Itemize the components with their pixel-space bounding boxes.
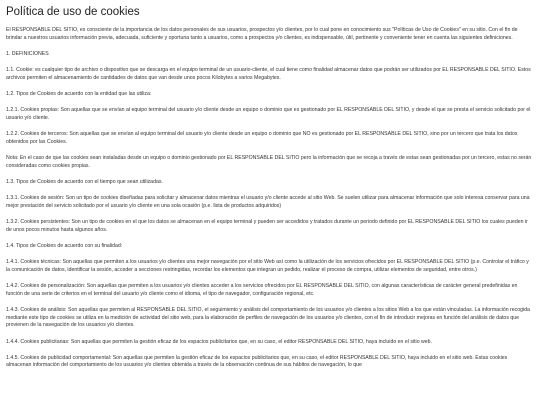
note-paragraph: Nota: En el caso de que las cookies sean instaladas desde un equipo o dominio gestionado por EL RESPONSABLE DEL SITIO pero la información que se recoja a través de estas sean gestionadas por un tercero, estas no serán consideradas como cookies propias. bbox=[6, 155, 532, 169]
intro-paragraph: El RESPONSABLE DEL SITIO, es consciente de la importancia de los datos personales de sus usuarios, prospectos y/o clientes, por lo cual pone en conocimiento sus "Políticas de Uso de Cookies" en su sitio. Con el fin de brindar a nuestros usuarios información previa, adecuada, suficiente y oportuna tanto a usuarios, como a prospectos y/o clientes, es indispensable, útil, pertinente y conveniente tener en cuenta las siguientes definiciones. bbox=[6, 27, 518, 41]
subsection-heading-entity: 1.2. Tipos de Cookies de acuerdo con la entidad que las utiliza: bbox=[6, 91, 152, 98]
definition-technical-cookies: 1.4.1. Cookies técnicas: Son aquellas que permiten a los usuarios y/o clientes una mejor navegación por el sitio Web así como la utilización de los servicios ofrecidos por EL RESPONSABLE DEL SITIO (p.e. Controlar el tráfico y la comunicación de datos, identificar la sesión, acceder a secciones restringidas, recordar los elementos que integran un pedido, realizar el proceso de compra, utilizar elementos de seguridad, entre otros.) bbox=[6, 259, 529, 273]
page-title: Política de uso de cookies bbox=[6, 6, 140, 18]
definition-third-party-cookies: 1.2.2. Cookies de terceros: Son aquellas que se envían al equipo terminal del usuario y/o cliente desde un equipo o dominio que NO es gestionado por EL RESPONSABLE DEL SITIO, sino por un tercero que trata los datos obtenidos por las Cookies. bbox=[6, 131, 518, 145]
definition-cookie: 1.1. Cookie: es cualquier tipo de archivo o dispositivo que se descarga en el equipo terminal de un usuario-cliente, el cual tiene como finalidad almacenar datos que podrán ser utilizados por EL RESPONSABLE DEL SITIO. Estos archivos permiten el almacenamiento de cantidades de datos que van desde unos pocos Kilobytes a varios Megabytes. bbox=[6, 67, 531, 81]
definition-persistent-cookies: 1.3.2. Cookies persistentes: Son un tipo de cookies en el que los datos se almacenan en el equipo terminal y pueden ser accedidos y tratados durante un periodo definido por EL RESPONSABLE DEL SITIO los cuales pueden ir de unos pocos minutos hasta algunos años. bbox=[6, 219, 528, 233]
policy-content bbox=[6, 27, 534, 370]
definition-advertising-cookies: 1.4.4. Cookies publicitarias: Son aquellas que permiten la gestión eficaz de los espacios publicitarios que, en su caso, el editor RESPONSABLE DEL SITIO, haya incluido en el sitio web. bbox=[6, 338, 432, 345]
definition-analysis-cookies: 1.4.3. Cookies de análisis: Son aquellas que permiten al RESPONSABLE DEL SITIO, el seguimiento y análisis del comportamiento de los usuarios y/o clientes a los sitios Web a los que están vinculadas. La información recogida mediante este tipo de cookies se utiliza en la medición de actividad del sitio web, para la elaboración de perfiles de navegación de los usuarios y/o clientes, con el fin de introducir mejoras en función del análisis de datos que provienen de la navegación de los usuarios y/o clientes. bbox=[6, 306, 530, 329]
subsection-heading-purpose: 1.4. Tipos de Cookies de acuerdo con su finalidad: bbox=[6, 242, 123, 249]
definition-own-cookies: 1.2.1. Cookies propias: Son aquellas que se envían al equipo terminal del usuario y/o cliente desde un equipo o dominio que es gestionado por EL RESPONSABLE DEL SITIO, y desde el que se presta el servicio solicitado por el usuario y/o cliente. bbox=[6, 107, 531, 121]
definition-session-cookies: 1.3.1. Cookies de sesión: Son un tipo de cookies diseñadas para solicitar y almacenar datos mientras el usuario y/o cliente accede al sitio Web. Se suelen utilizar para almacenar información que solo interesa conservar para una mejor prestación del servicio solicitado por el usuario y/o cliente en una sola ocasión (p.e. lista de productos adquiridos) bbox=[6, 195, 530, 209]
subsection-heading-time: 1.3. Tipos de Cookies de acuerdo con el tiempo que sean utilizadas. bbox=[6, 178, 163, 185]
definition-behavioral-advertising-cookies: 1.4.5. Cookies de publicidad comportamental: Son aquellas que permiten la gestión eficaz de los espacios publicitarios que, en su caso, el editor RESPONSABLE DEL SITIO, haya incluido en el sitio web. Estas cookies almacenan información del comportamiento de los usuarios y/o clientes obtenida a través de la observación continua de sus hábitos de navegación, lo que bbox=[6, 354, 508, 369]
definition-personalization-cookies: 1.4.2. Cookies de personalización: Son aquellas que permiten a los usuarios y/o clientes acceder a los servicios ofrecidos por EL RESPONSABLE DEL SITIO, con algunas características de carácter general predefinidas en función de una serie de criterios en el terminal del usuario y/o cliente como el idioma, el tipo de navegador, configuración regional, etc. bbox=[6, 283, 518, 297]
section-heading-definitions: 1. DEFINICIONES bbox=[6, 50, 49, 57]
